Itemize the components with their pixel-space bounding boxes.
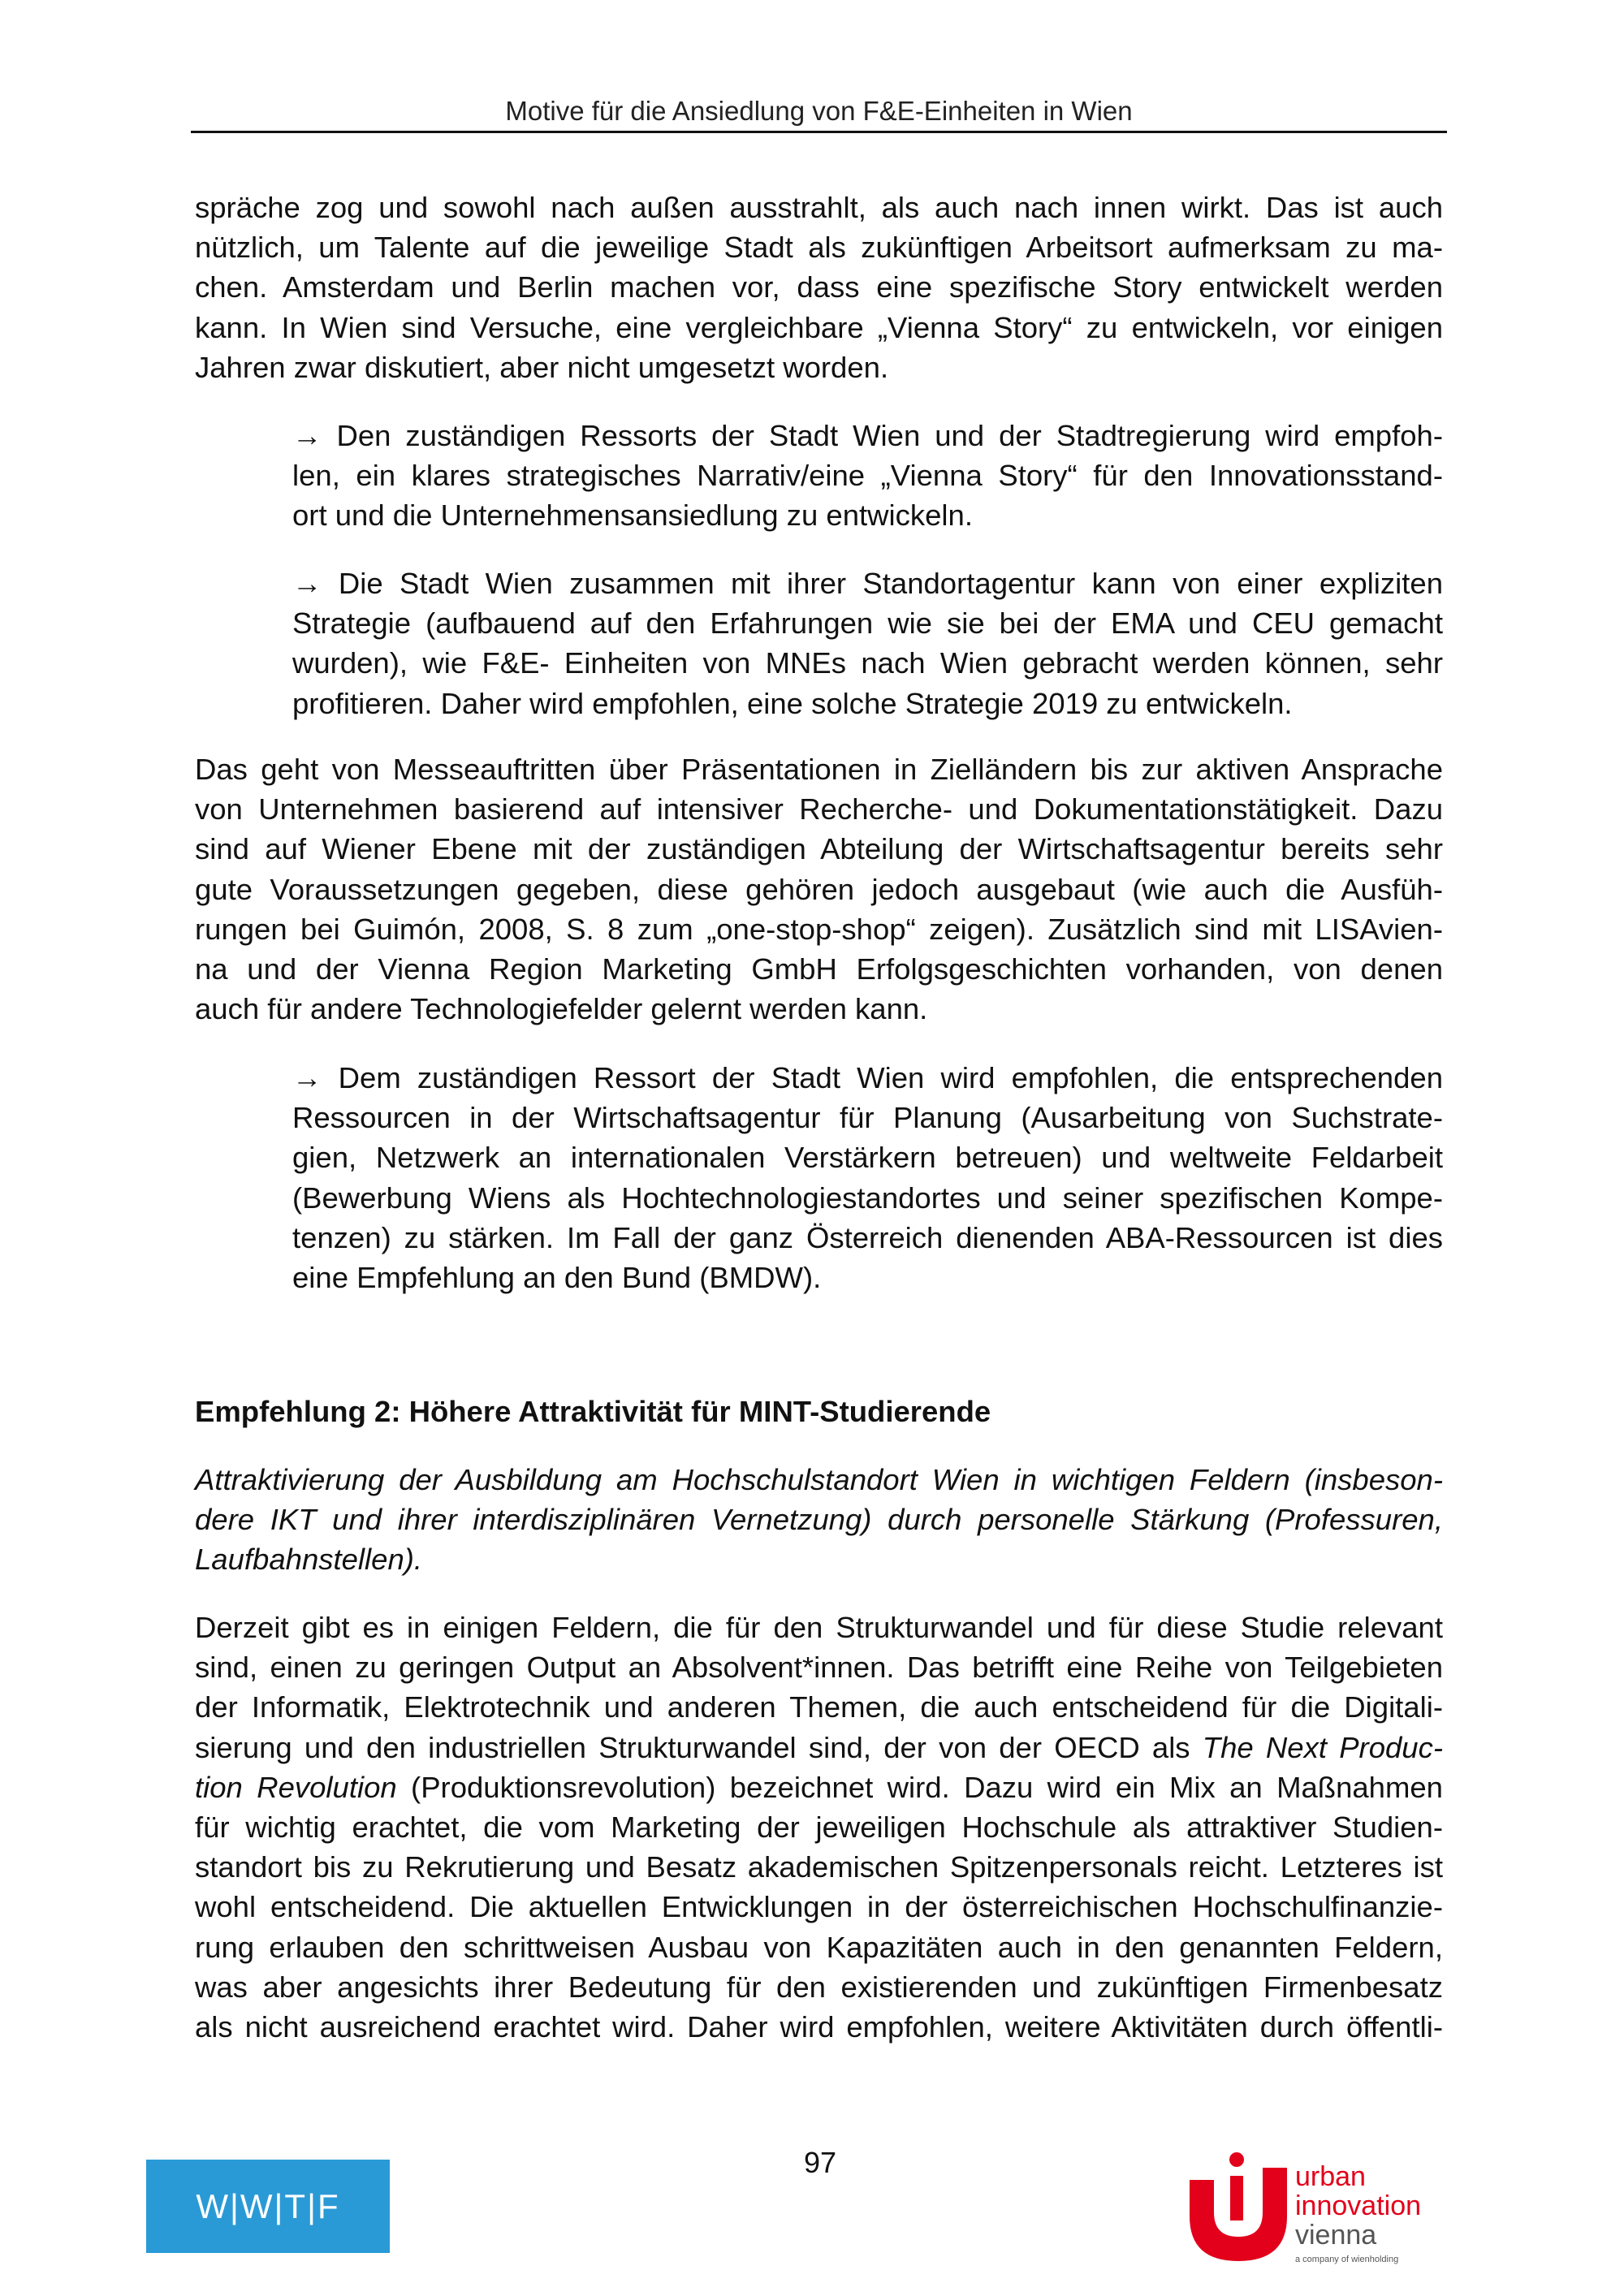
text-line — [195, 267, 1443, 307]
text-run: von Unternehmen basierend auf intensiver Recherche- und Dokumentationstätigkeit. Dazu — [195, 792, 1443, 826]
text-line — [195, 2007, 1443, 2047]
text-run: tenzen) zu stärken. Im Fall der ganz Österreich dienenden ABA-Ressourcen ist dies — [292, 1220, 1443, 1254]
recommendation-paragraph — [292, 563, 1443, 723]
text-line — [292, 684, 1443, 723]
text-run: gien, Netzwerk an internationalen Verstärkern betreuen) und weltweite Feldarbeit — [292, 1141, 1443, 1175]
wwtf-logo-text: W|W|T|F — [196, 2186, 340, 2225]
text-line — [292, 416, 1443, 455]
text-run: standort bis zu Rekrutierung und Besatz akademischen Spitzenpersonals reicht. Letzteres ist — [195, 1850, 1443, 1884]
text-line — [292, 643, 1443, 683]
text-run: → Die Stadt Wien zusammen mit ihrer Standortagentur kann von einer expliziten — [292, 567, 1443, 600]
text-run: spräche zog und sowohl nach außen ausstrahlt, als auch nach innen wirkt. Das ist auch — [195, 191, 1443, 224]
text-line — [195, 789, 1443, 829]
uiv-i-stem — [1230, 2176, 1243, 2220]
text-line — [195, 188, 1443, 227]
text-line — [292, 1137, 1443, 1177]
text-line — [292, 495, 1443, 535]
text-line — [195, 909, 1443, 949]
text-run: kann. In Wien sind Versuche, eine vergleichbare „Vienna Story“ zu entwickeln, vor einigen — [195, 310, 1443, 344]
text-line — [195, 989, 1443, 1029]
text-run: als nicht ausreichend erachtet wird. Daher wird empfohlen, weitere Aktivitäten durch öffentli- — [195, 2009, 1443, 2044]
body-paragraph — [195, 1608, 1443, 2047]
recommendation-paragraph — [292, 1058, 1443, 1297]
uiv-line3: vienna — [1295, 2220, 1377, 2251]
text-line — [292, 1098, 1443, 1137]
text-run: gute Voraussetzungen gegeben, diese gehören jedoch ausgebaut (wie auch die Ausfüh- — [195, 872, 1443, 906]
text-line — [195, 1967, 1443, 2007]
text-line — [292, 1218, 1443, 1258]
text-run: rungen bei Guimón, 2008, S. 8 zum „one-stop-shop“ zeigen). Zusätzlich sind mit LISAvien- — [195, 912, 1443, 946]
recommendation-paragraph — [292, 416, 1443, 536]
header-rule — [191, 131, 1447, 133]
urban-innovation-vienna-logo — [1181, 2143, 1474, 2273]
text-line — [195, 829, 1443, 869]
uiv-line1: urban — [1295, 2161, 1366, 2192]
text-run: wurden), wie F&E- Einheiten von MNEs nach Wien gebracht werden können, sehr — [292, 646, 1443, 680]
text-line — [195, 347, 1443, 387]
text-run: Das geht von Messeauftritten über Präsentationen in Zielländern bis zur aktiven Ansprache — [195, 753, 1443, 786]
text-run: ort und die Unternehmensansiedlung zu entwickeln. — [292, 498, 973, 533]
text-line — [195, 749, 1443, 789]
text-line — [195, 1728, 1443, 1767]
text-line — [195, 1539, 1443, 1579]
page-number: 97 — [803, 2146, 837, 2179]
text-line — [292, 1258, 1443, 1297]
text-run: sind, einen zu geringen Output an Absolvent*innen. Das betrifft eine Reihe von Teilgebieten — [195, 1651, 1443, 1685]
text-run: sierung und den industriellen Strukturwandel sind, der von der OECD als — [195, 1730, 1203, 1764]
text-line — [195, 1927, 1443, 1967]
wwtf-logo — [146, 2160, 390, 2253]
text-run: profitieren. Daher wird empfohlen, eine solche Strategie 2019 zu entwickeln. — [292, 686, 1293, 720]
text-run: sind auf Wiener Ebene mit der zuständigen Abteilung der Wirtschaftsagentur bereits sehr — [195, 832, 1443, 866]
text-line — [292, 603, 1443, 643]
text-run: für wichtig erachtet, die vom Marketing der jeweiligen Hochschule als attraktiver Studien- — [195, 1810, 1443, 1844]
text-line — [195, 1687, 1443, 1727]
text-line — [195, 227, 1443, 267]
text-run: was aber angesichts ihrer Bedeutung für den existierenden und zukünftigen Firmenbesatz — [195, 1970, 1443, 2004]
body-paragraph — [195, 188, 1443, 387]
text-run: len, ein klares strategisches Narrativ/eine „Vienna Story“ für den Innovationsstand- — [292, 459, 1443, 493]
text-run: rung erlauben den schrittweisen Ausbau von Kapazitäten auch in den genannten Feldern, — [195, 1930, 1443, 1964]
text-line — [195, 1500, 1443, 1539]
text-line — [195, 1807, 1443, 1847]
uiv-line2: innovation — [1295, 2190, 1422, 2221]
body-paragraph — [195, 1460, 1443, 1580]
text-line — [195, 870, 1443, 909]
text-run: der Informatik, Elektrotechnik und anderen Themen, die auch entscheidend für die Digitali- — [195, 1690, 1443, 1724]
text-run: nützlich, um Talente auf die jeweilige Stadt als zukünftigen Arbeitsort aufmerksam zu ma- — [195, 231, 1443, 265]
text-run: Derzeit gibt es in einigen Feldern, die für den Strukturwandel und für diese Studie relevant — [195, 1611, 1443, 1644]
text-run: eine Empfehlung an den Bund (BMDW). — [292, 1260, 822, 1294]
text-line — [195, 1847, 1443, 1887]
text-line — [195, 308, 1443, 347]
running-header: Motive für die Ansiedlung von F&E-Einheiten in Wien — [505, 96, 1133, 126]
text-line — [195, 1767, 1443, 1807]
text-run: Jahren zwar diskutiert, aber nicht umgesetzt worden. — [195, 350, 889, 384]
text-run: dere IKT und ihrer interdisziplinären Vernetzung) durch personelle Stärkung (Professuren, — [195, 1503, 1443, 1537]
uiv-i-dot — [1229, 2152, 1244, 2167]
italic-text: The Next Produc- — [1202, 1730, 1443, 1764]
text-line — [292, 455, 1443, 495]
text-run: Ressourcen in der Wirtschaftsagentur für Planung (Ausarbeitung von Suchstrate- — [292, 1101, 1443, 1135]
section-heading: Empfehlung 2: Höhere Attraktivität für MINT-Studierende — [195, 1395, 991, 1428]
text-run: chen. Amsterdam und Berlin machen vor, dass eine spezifische Story entwickelt werden — [195, 270, 1443, 304]
text-line — [292, 1058, 1443, 1098]
text-run: → Dem zuständigen Ressort der Stadt Wien wird empfohlen, die entsprechenden — [292, 1061, 1443, 1094]
text-line — [292, 563, 1443, 603]
text-run: → Den zuständigen Ressorts der Stadt Wien und der Stadtregierung wird empfoh- — [292, 419, 1443, 452]
text-run: na und der Vienna Region Marketing GmbH Erfolgsgeschichten vorhanden, von denen — [195, 952, 1443, 986]
text-line — [195, 1887, 1443, 1927]
text-line — [195, 1608, 1443, 1647]
body-paragraph — [195, 749, 1443, 1029]
text-run: Strategie (aufbauend auf den Erfahrungen wie sie bei der EMA und CEU gemacht — [292, 606, 1443, 641]
text-run: Laufbahnstellen). — [195, 1543, 423, 1577]
text-run: wohl entscheidend. Die aktuellen Entwicklungen in der österreichischen Hochschulfinanzie- — [195, 1890, 1443, 1924]
text-line — [195, 949, 1443, 989]
text-line — [292, 1178, 1443, 1218]
text-run: auch für andere Technologiefelder gelernt werden kann. — [195, 992, 928, 1026]
italic-text: tion Revolution — [195, 1770, 397, 1804]
text-run: (Produktionsrevolution) bezeichnet wird. Dazu wird ein Mix an Maßnahmen — [396, 1770, 1443, 1804]
text-run: Attraktivierung der Ausbildung am Hochschulstandort Wien in wichtigen Feldern (insbeson- — [195, 1463, 1443, 1496]
text-line — [195, 1647, 1443, 1687]
text-line — [195, 1460, 1443, 1500]
text-run: (Bewerbung Wiens als Hochtechnologiestandortes und seiner spezifischen Kompe- — [292, 1180, 1443, 1215]
uiv-tagline: a company of wienholding — [1295, 2255, 1399, 2264]
